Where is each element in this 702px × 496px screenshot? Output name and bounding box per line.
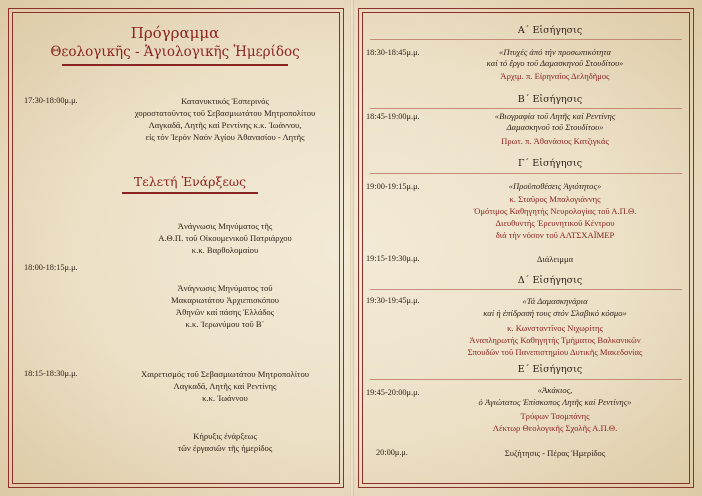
patriarch-message-line-3: κ.κ. Βαρθολομαίου (191, 245, 259, 255)
vespers-line-1: Κατανυκτικός Ἑσπερινός (181, 96, 269, 106)
greeting-line-3: κ.κ. Ἰωάννου (202, 393, 248, 403)
closing-time: 20:00μ.μ. (376, 448, 408, 457)
archbishop-message-line-3: Ἀθηνῶν καί πάσης Ἑλλάδος (175, 307, 275, 317)
session-d-speaker-3: Σπουδῶν τοῦ Πανεπιστημίου Δυτικῆς Μακεδονίας (467, 347, 643, 357)
center-fold (350, 0, 354, 496)
archbishop-message-line-1: Ἀνάγνωσις Μηνύματος τοῦ (177, 283, 273, 293)
vespers-line-3: Λαγκαδᾶ, Λητῆς καί Ρεντίνης κ.κ. Ἰωάννου, (148, 120, 302, 130)
program-title: Πρόγραμμα (130, 24, 220, 42)
session-a-speaker: Ἀρχιμ. π. Εἰρηναῖος Δεληδῆμος (500, 71, 610, 81)
opening-heading: Τελετή Ἐνάρξεως (133, 174, 247, 189)
session-c-speaker-1: κ. Σταῦρος Μπαλογιάννης (509, 194, 601, 204)
session-d-heading: Δ΄ Εἰσήγησις (517, 275, 583, 286)
archbishop-message-line-4: κ.κ. Ἱερωνύμου τοῦ Β΄ (185, 319, 265, 329)
closing-label: Συζήτησις - Πέρας Ἡμερίδος (504, 448, 606, 458)
session-e-title-2: ὁ Ἁγιώτατος Ἐπίσκοπος Λητῆς καί Ρεντίνης» (478, 397, 632, 407)
session-e-title-1: «Ἀκάκιος, (537, 385, 573, 395)
greeting-line-1: Χαιρετισμός τοῦ Σεβασμιωτάτου Μητροπολίτου (140, 369, 310, 379)
greeting-time: 18:15-18:30μ.μ. (24, 369, 78, 378)
session-e-heading: Ε΄ Εἰσήγησις (517, 364, 583, 375)
session-c-heading: Γ΄ Εἰσήγησις (517, 158, 583, 169)
proclamation-line-2: τῶν ἐργασιῶν τῆς ἡμερίδος (177, 443, 273, 453)
session-b-speaker: Πρωτ. π. Ἀθανάσιος Κατζιγκάς (501, 136, 609, 146)
session-d-speaker-1: κ. Κωνσταντῖνος Νιχωρίτης (507, 323, 603, 333)
break-time: 19:15-19:30μ.μ. (366, 254, 420, 263)
session-a-time: 18:30-18:45μ.μ. (366, 48, 420, 57)
session-c-title: «Προϋποθέσεις Ἁγιότητος» (508, 181, 602, 191)
session-b-title-2: Δαμασκηνοῦ τοῦ Στουδίτου» (506, 122, 604, 132)
session-e-divider (370, 379, 682, 380)
session-c-divider (370, 173, 682, 174)
session-b-title-1: «Βιογραφία τοῦ Λητῆς καί Ρεντίνης (494, 111, 616, 121)
session-c-time: 19:00-19:15μ.μ. (366, 182, 420, 191)
session-b-heading: Β΄ Εἰσήγησις (517, 94, 583, 105)
session-e-time: 19:45-20:00μ.μ. (366, 388, 420, 397)
title-underline (62, 64, 288, 66)
session-a-heading: Α΄ Εἰσήγησις (517, 25, 583, 36)
session-d-divider (370, 289, 682, 290)
session-d-time: 19:30-19:45μ.μ. (366, 296, 420, 305)
patriarch-message-line-2: Α.Θ.Π. τοῦ Οἰκουμενικοῦ Πατριάρχου (158, 233, 292, 243)
archbishop-message-line-2: Μακαριωτάτου Ἀρχιεπισκόπου (170, 295, 280, 305)
session-d-speaker-2: Ἀναπληρωτής Καθηγητής Τμήματος Βαλκανικῶν (469, 335, 641, 345)
messages-time: 18:00-18:15μ.μ. (24, 263, 78, 272)
patriarch-message-line-1: Ἀνάγνωσις Μηνύματος τῆς (177, 221, 273, 231)
program-subtitle: Θεολογικῆς - Ἁγιολογικῆς Ἡμερίδος (50, 44, 300, 60)
session-c-speaker-4: διά τήν νόσον τοῦ ΑΛΤΣΧΑΪΜΕΡ (495, 230, 615, 240)
session-a-divider (370, 39, 682, 40)
vespers-time: 17:30-18:00μ.μ. (24, 96, 78, 105)
session-b-divider (370, 108, 682, 109)
session-e-speaker-1: Τρύφων Τσομπάνης (520, 411, 590, 421)
session-e-speaker-2: Λέκτωρ Θεολογικῆς Σχολῆς Α.Π.Θ. (492, 423, 618, 433)
session-c-speaker-3: Διευθυντής Ἐρευνητικοῦ Κέντρου (495, 218, 615, 228)
vespers-line-4: εἰς τόν Ἱερόν Ναόν Ἁγίου Ἀθανασίου - Λητῆς (145, 132, 305, 142)
session-d-title-2: καί ἡ ἐπίδρασή τους στόν Σλαβικό κόσμο» (483, 308, 627, 318)
proclamation-line-1: Κήρυξις ἐνάρξεως (193, 431, 257, 441)
session-b-time: 18:45-19:00μ.μ. (366, 112, 420, 121)
session-a-title-1: «Πτυχές ἀπό τήν προσωπικότητα (499, 47, 611, 57)
session-a-title-2: καί τό ἔργο τοῦ Δαμασκηνοῦ Στουδίτου» (486, 58, 624, 68)
session-d-title-1: «Τά Δαμασκηνάρια (522, 296, 588, 306)
session-c-speaker-2: Ὁμότιμος Καθηγητής Νευρολογίας τοῦ Α.Π.Θ. (473, 206, 637, 216)
opening-underline (122, 192, 258, 194)
break-label: Διάλειμμα (536, 254, 574, 264)
greeting-line-2: Λαγκαδᾶ, Λητῆς καί Ρεντίνης (173, 381, 277, 391)
vespers-line-2: χοροστατοῦντος τοῦ Σεβασμιωτάτου Μητροπολίτου (134, 108, 316, 118)
